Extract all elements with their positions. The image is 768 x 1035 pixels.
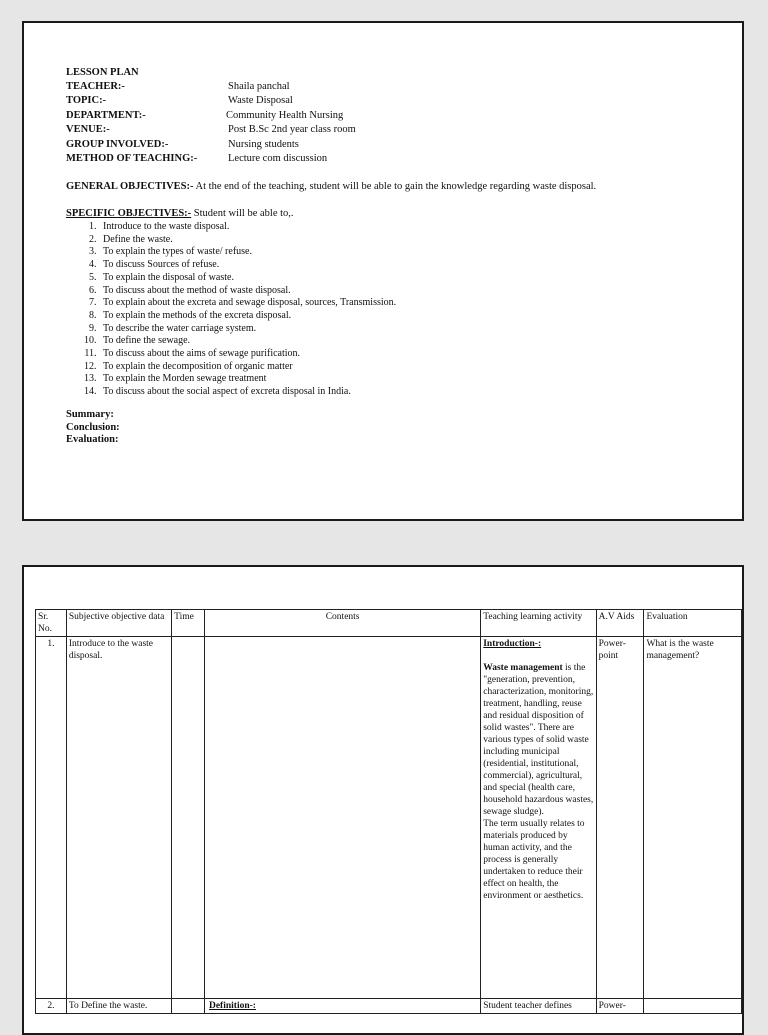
general-objectives-text: At the end of the teaching, student will be able to gain the knowledge regarding waste disposal.	[193, 181, 597, 192]
specific-objectives-text: Student will be able to,.	[191, 208, 294, 219]
cell-sr: 1.	[36, 637, 67, 999]
cell-time	[172, 999, 205, 1014]
list-item: 3. To explain the types of waste/ refuse.	[99, 246, 396, 259]
header-sr-no: Sr. No.	[36, 610, 67, 637]
header-key: DEPARTMENT:-	[66, 110, 146, 121]
cell-evaluation	[644, 999, 742, 1014]
header-key: TOPIC:-	[66, 95, 107, 106]
lesson-table-page	[22, 565, 744, 1035]
header-evaluation: Evaluation	[644, 610, 742, 637]
definition-heading: Definition-:	[208, 1001, 256, 1011]
summary-label: Summary:	[66, 409, 114, 420]
introduction-paragraph	[483, 662, 593, 818]
introduction-text-continued: The term usually relates to materials produced by human activity, and the process is generally undertaken to reduce their effect on health, the environment or aesthetics.	[483, 819, 585, 901]
conclusion-label: Conclusion:	[66, 421, 120, 433]
list-item: 7. To explain about the excreta and sewage disposal, sources, Transmission.	[99, 297, 396, 310]
list-item: 8. To explain the methods of the excreta disposal.	[99, 310, 396, 323]
header-value: Community Health Nursing	[226, 110, 344, 121]
lesson-plan-table	[35, 609, 742, 1014]
header-key: VENUE:-	[66, 124, 110, 135]
list-item: 6. To discuss about the method of waste disposal.	[99, 285, 396, 298]
table-row	[36, 999, 742, 1014]
header-value: Lecture com discussion	[228, 153, 328, 164]
list-item: 4. To discuss Sources of refuse.	[99, 259, 396, 272]
table-header-row	[36, 610, 742, 637]
list-item: 14. To discuss about the social aspect of excreta disposal in India.	[99, 386, 396, 399]
evaluation-label: Evaluation:	[66, 434, 119, 445]
list-item: 13. To explain the Morden sewage treatment	[99, 373, 396, 386]
table-row	[36, 637, 742, 999]
list-item: 11. To discuss about the aims of sewage purification.	[99, 348, 396, 361]
general-objectives-label: GENERAL OBJECTIVES:-	[66, 181, 194, 192]
specific-objectives	[66, 208, 294, 219]
cell-objective: Introduce to the waste disposal.	[66, 637, 171, 999]
cell-content	[204, 637, 480, 999]
closing-sections	[66, 409, 120, 447]
list-item: 2. Define the waste.	[99, 234, 396, 247]
list-item: 1. Introduce to the waste disposal.	[99, 221, 396, 234]
cell-activity: Student teacher defines	[481, 999, 596, 1014]
header-activity: Teaching learning activity	[481, 610, 596, 637]
list-item: 12. To explain the decomposition of organic matter	[99, 361, 396, 374]
header-contents: Contents	[204, 610, 480, 637]
list-item: 10. To define the sewage.	[99, 335, 396, 348]
cell-av-aids: Power-	[596, 999, 644, 1014]
cell-evaluation: What is the waste management?	[644, 637, 742, 999]
header-time: Time	[172, 610, 205, 637]
specific-objectives-label: SPECIFIC OBJECTIVES:-	[66, 208, 192, 219]
waste-management-term: Waste management	[483, 663, 563, 673]
header-value: Shaila panchal	[228, 81, 290, 92]
cell-av-aids: Power-point	[596, 637, 644, 999]
header-key: TEACHER:-	[66, 81, 125, 92]
list-item: 5. To explain the disposal of waste.	[99, 272, 396, 285]
lesson-plan-title: LESSON PLAN	[66, 67, 139, 78]
header-value: Post B.Sc 2nd year class room	[228, 124, 356, 135]
cell-time	[172, 637, 205, 999]
introduction-heading: Introduction-:	[483, 639, 542, 649]
cell-activity	[481, 637, 596, 999]
header-value: Waste Disposal	[228, 95, 293, 106]
list-item: 9. To describe the water carriage system.	[99, 323, 396, 336]
lesson-plan-page	[22, 21, 744, 521]
cell-content	[204, 999, 480, 1014]
general-objectives	[66, 181, 596, 192]
header-key: METHOD OF TEACHING:-	[66, 153, 198, 164]
header-key: GROUP INVOLVED:-	[66, 139, 169, 150]
cell-sr: 2.	[36, 999, 67, 1014]
cell-objective: To Define the waste.	[66, 999, 171, 1014]
header-objective: Subjective objective data	[66, 610, 171, 637]
introduction-text: is the "generation, prevention, characterization, monitoring, treatment, handling, reuse and residual disposition of solid wastes". There are various types of solid waste including municipal (residential, institutional, commercial), agricultural, and special (health care, household hazardous wastes, sewage sludge).	[483, 663, 594, 817]
objectives-list	[74, 221, 396, 399]
header-av-aids: A.V Aids	[596, 610, 644, 637]
header-value: Nursing students	[228, 139, 299, 150]
